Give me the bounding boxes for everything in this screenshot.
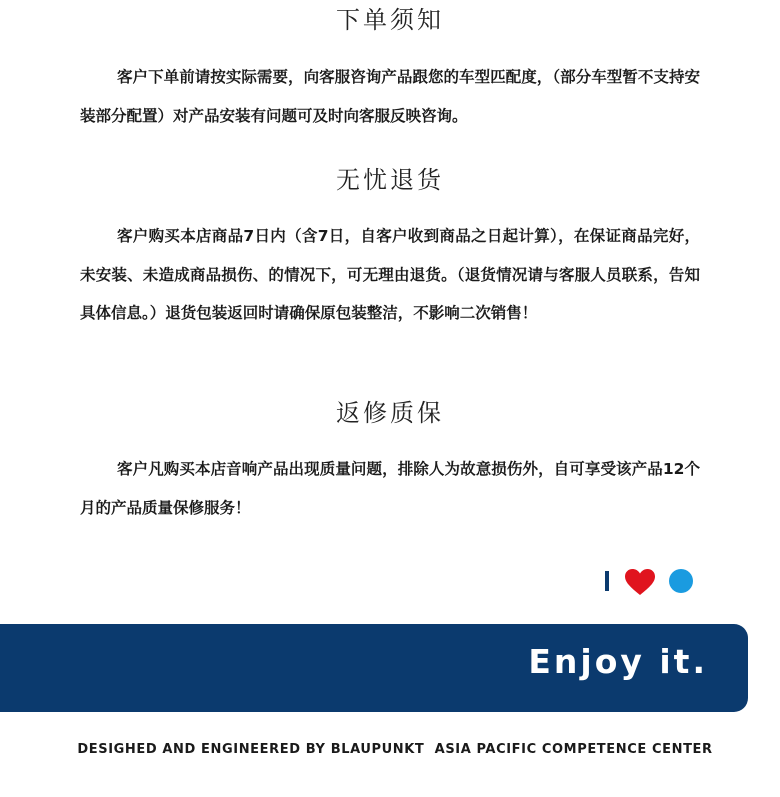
warranty-paragraph: 客户凡购买本店音响产品出现质量问题，排除人为故意损伤外，自可享受该产品12个月的产品质量保修服务！ xyxy=(80,460,700,517)
section-title-warranty: 返修质保 xyxy=(336,399,444,427)
banner-slogan: Enjoy it. xyxy=(528,642,708,681)
enjoy-banner xyxy=(0,624,748,712)
bar-icon xyxy=(605,571,609,591)
returns-paragraph: 客户购买本店商品7日内（含7日，自客户收到商品之日起计算），在保证商品完好，未安装、未造成商品损伤、的情况下，可无理由退货。（退货情况请与客服人员联系，告知具体信息。）退货包装返回时请确保原包装整洁，不影响二次销售！ xyxy=(80,227,700,322)
section-title-returns: 无忧退货 xyxy=(336,166,444,194)
heart-icon xyxy=(624,568,656,596)
dot-icon xyxy=(669,569,693,593)
footer-credit: DESIGHED AND ENGINEERED BY BLAUPUNKT ASIA PACIFIC COMPETENCE CENTER xyxy=(77,742,713,757)
brand-icons xyxy=(600,566,700,596)
section-title-order-notice: 下单须知 xyxy=(336,6,444,34)
order-notice-paragraph: 客户下单前请按实际需要，向客服咨询产品跟您的车型匹配度，（部分车型暂不支持安装部分配置）对产品安装有问题可及时向客服反映咨询。 xyxy=(80,68,700,125)
